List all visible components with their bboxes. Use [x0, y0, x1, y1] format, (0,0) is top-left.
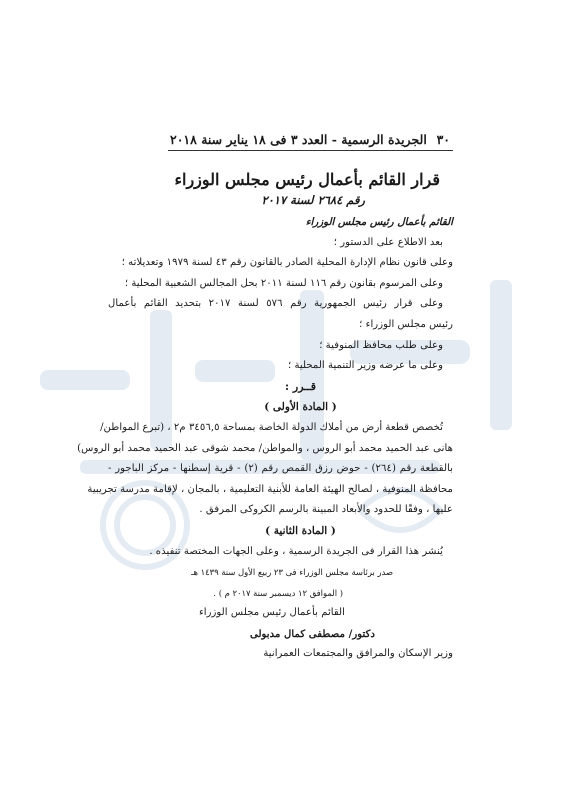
article-heading: ( المادة الثانية ): [265, 524, 336, 537]
page-number: ٣٠: [436, 132, 450, 147]
article-heading: ( المادة الأولى ): [264, 401, 337, 414]
signature-title: وزير الإسكان والمرافق والمجتمعات العمرانية: [263, 648, 453, 660]
signature-role: القائم بأعمال رئيس مجلس الوزراء: [198, 607, 345, 619]
signature-name: دكتور/ مصطفى كمال مدبولى: [249, 627, 375, 640]
issuer-line: القائم بأعمال رئيس مجلس الوزراء: [305, 216, 453, 228]
preamble-line: وعلى المرسوم بقانون رقم ١١٦ لسنة ٢٠١١ بحل المجالس الشعبية المحلية ؛: [124, 277, 443, 289]
decree-word: قــرر :: [285, 379, 316, 393]
article-line: هانى عبد الحميد محمد أبو الروس ، والمواطن/ محمد شوقى عبد الحميد محمد أبو الروس): [77, 442, 453, 454]
article-line: محافظة المنوفية ، لصالح الهيئة العامة للأبنية التعليمية ، بالمجان ، لإقامة مدرسة تجريبية: [87, 483, 453, 495]
preamble-line: وعلى قانون نظام الإدارة المحلية الصادر بالقانون رقم ٤٣ لسنة ١٩٧٩ وتعديلاته ؛: [121, 257, 453, 269]
article-line: تُخصص قطعة أرض من أملاك الدولة الخاصة بمساحة ٣٤٥٦,٥ م٢ ، (تبرع المواطن/: [100, 421, 443, 433]
article-line: بالقطعة رقم (٢٦٤) - حوض رزق القمص رقم (٢) - قرية إسطنها - مركز الباجور -: [108, 463, 453, 475]
decree-body: [77, 212, 453, 665]
article-line: عليها ، وفقًا للحدود والأبعاد المبينة بالرسم الكروكى المرفق .: [199, 504, 453, 516]
preamble-line: وعلى طلب محافظ المنوفية ؛: [319, 339, 443, 351]
preamble-line: رئيس مجلس الوزراء ؛: [359, 318, 453, 330]
decree-title: قرار القائم بأعمال رئيس مجلس الوزراء: [174, 170, 440, 189]
running-header: [170, 132, 450, 147]
gazette-issue: الجريدة الرسمية - العدد ٣ فى ١٨ يناير سنة ٢٠١٨: [170, 132, 427, 147]
preamble-line: بعد الاطلاع على الدستور ؛: [333, 236, 443, 248]
preamble-line: وعلى قرار رئيس الجمهورية رقم ٥٧٦ لسنة ٢٠١٧ بتحديد القائم بأعمال: [108, 298, 443, 310]
decree-number: رقم ٢٦٨٤ لسنة ٢٠١٧: [261, 193, 365, 207]
article-line: يُنشر هذا القرار فى الجريدة الرسمية ، وعلى الجهات المختصة تنفيذه .: [149, 545, 443, 557]
issued-line: ( الموافق ١٢ ديسمبر سنة ٢٠١٧ م ) .: [213, 587, 343, 598]
preamble-line: وعلى ما عرضه وزير التنمية المحلية ؛: [287, 360, 443, 372]
header-divider: [168, 150, 453, 151]
issued-line: صدر برئاسة مجلس الوزراء فى ٢٣ ربيع الأول سنة ١٤٣٩ هـ: [191, 567, 393, 578]
